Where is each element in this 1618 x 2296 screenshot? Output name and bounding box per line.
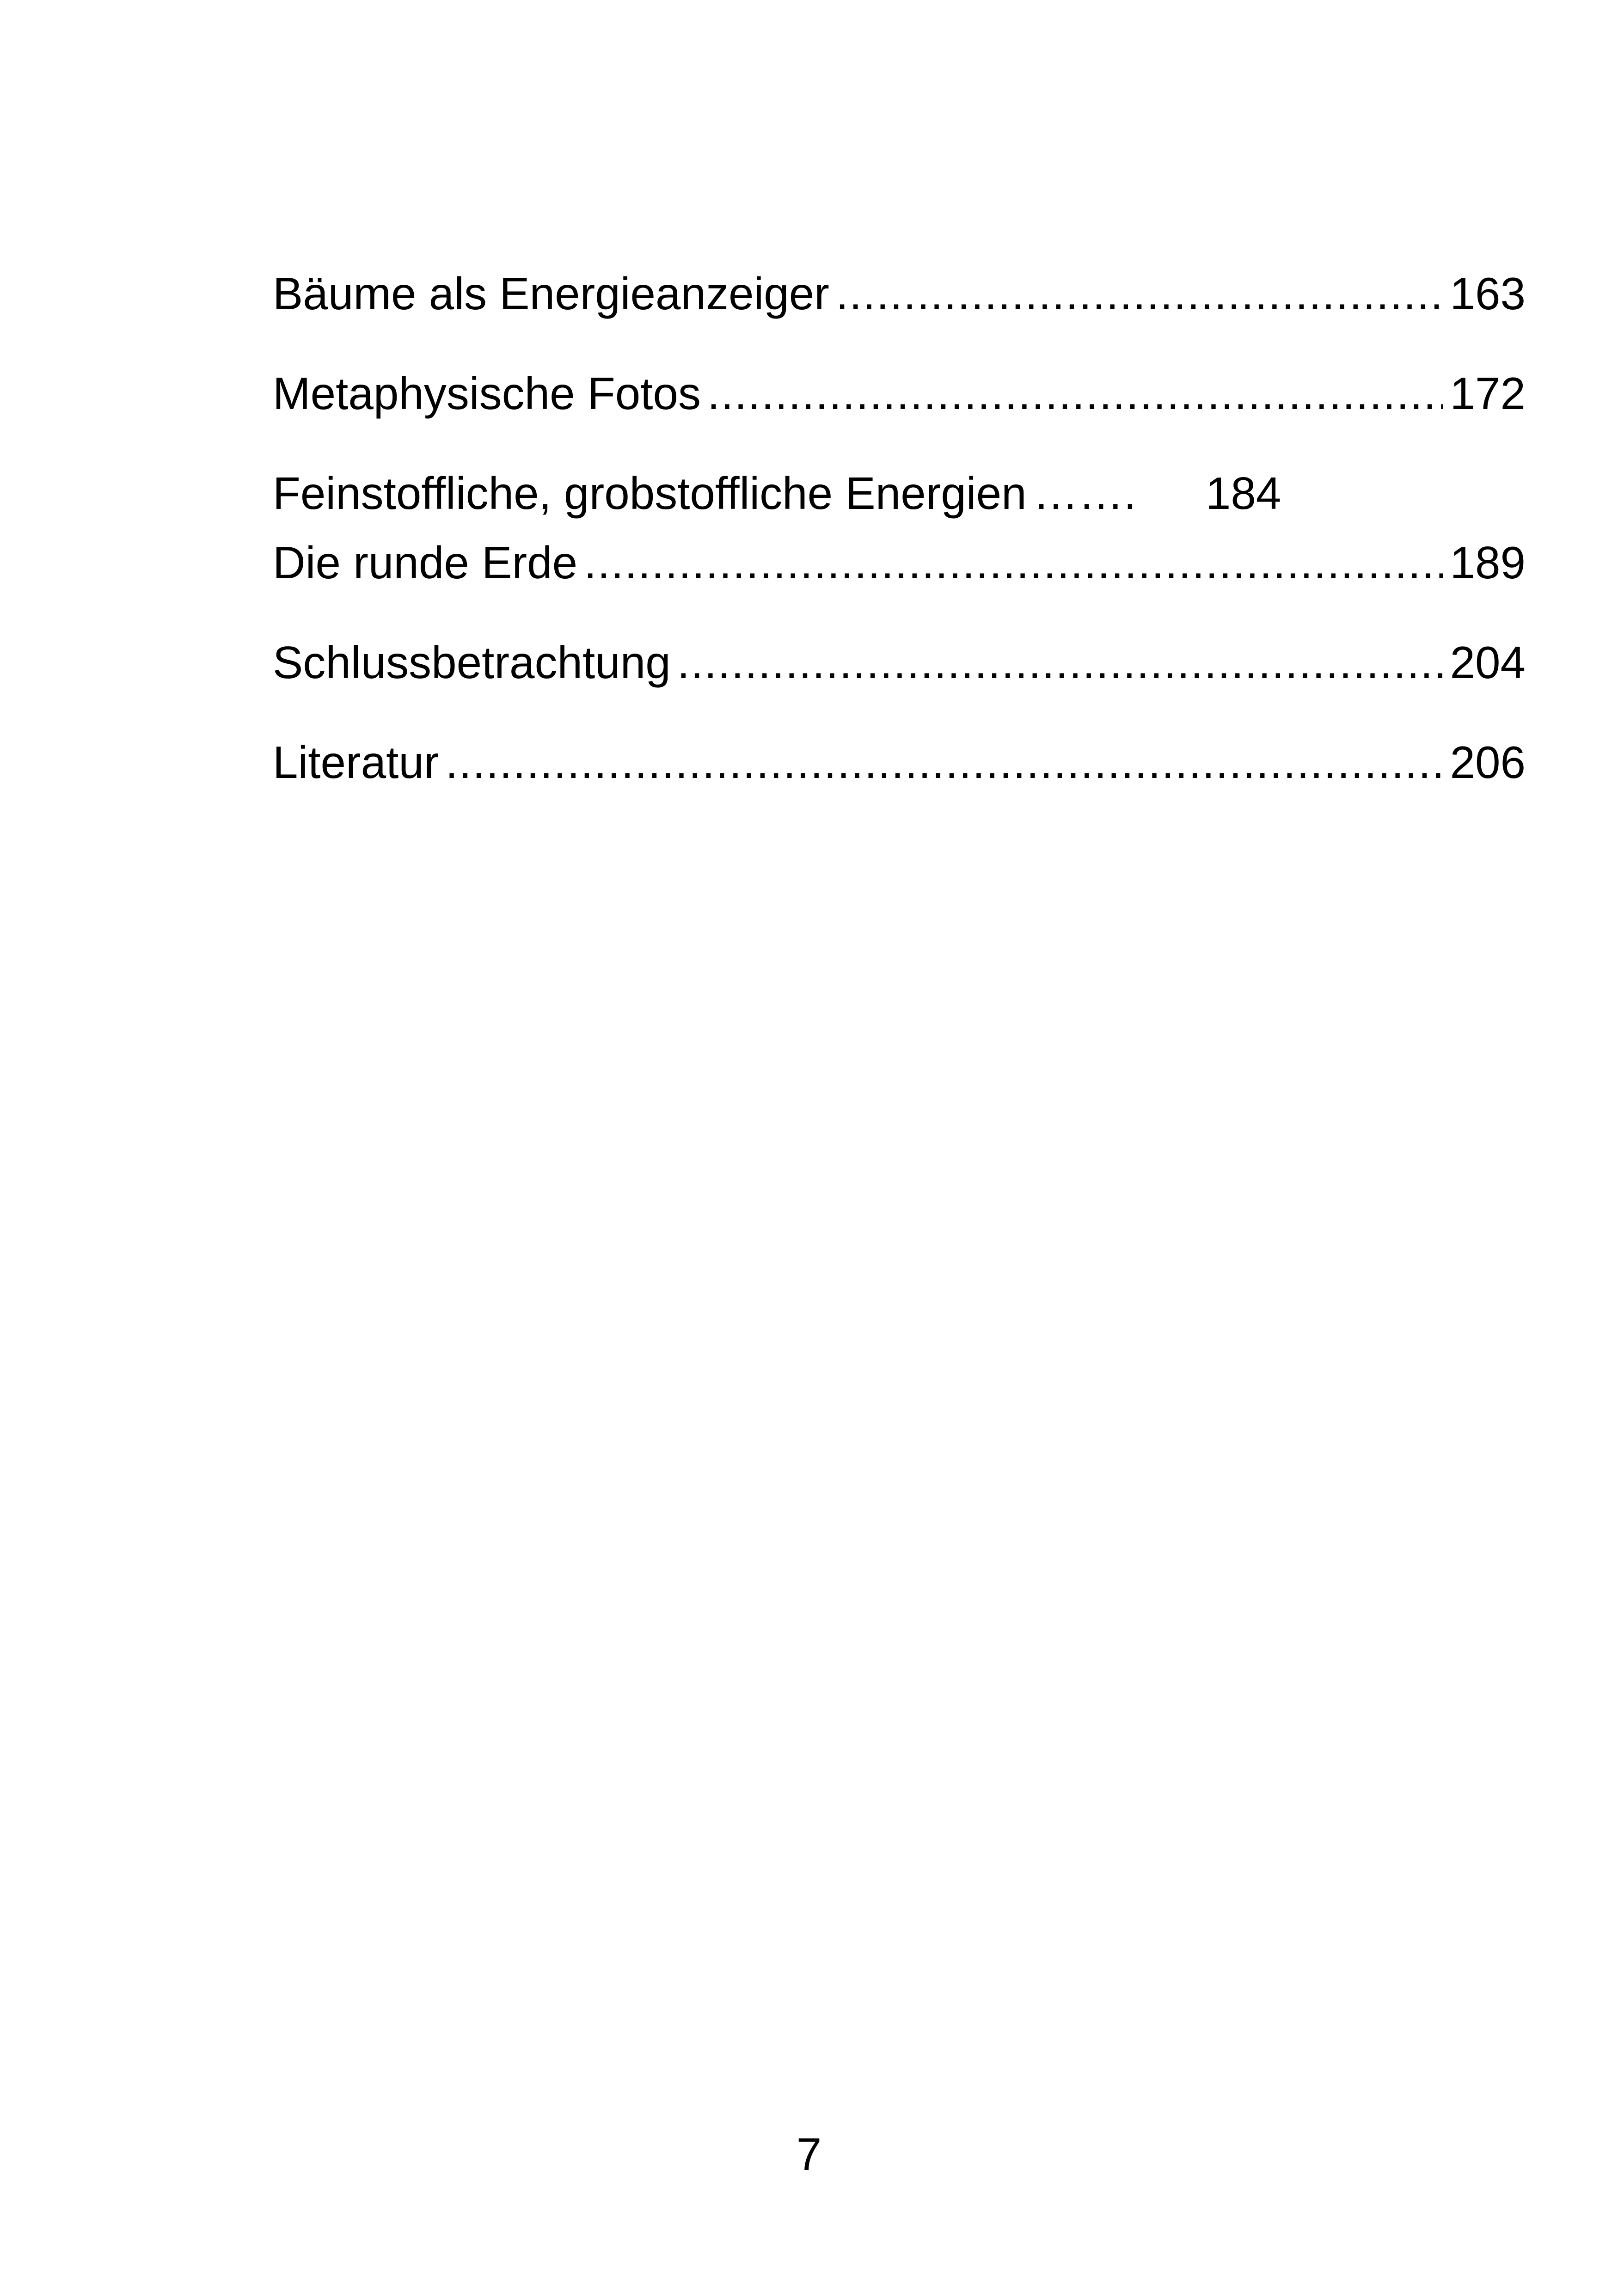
toc-dot-leader: [707, 359, 1444, 428]
toc-dot-leader: [677, 628, 1444, 697]
toc-entry-page: 206: [1450, 737, 1526, 788]
toc-dot-leader: [584, 528, 1443, 597]
toc-entry-page: 163: [1450, 268, 1526, 319]
toc-entry-title: Die runde Erde: [273, 537, 578, 588]
toc-entry-page: 189: [1450, 537, 1526, 588]
toc-dot-leader: [836, 259, 1444, 328]
toc-entry-page: 204: [1450, 637, 1526, 688]
toc-entry-title: Bäume als Energieanzeiger: [273, 268, 829, 319]
toc-entry-title: Feinstoffliche, grobstoffliche Energien: [273, 468, 1027, 519]
table-of-contents: [273, 259, 1526, 797]
toc-entry: [273, 359, 1526, 428]
toc-entry-title: Literatur: [273, 737, 439, 788]
toc-entry: [273, 728, 1526, 797]
toc-entry-page: 172: [1450, 368, 1526, 419]
toc-entry: [273, 459, 1526, 528]
toc-entry: [273, 259, 1526, 328]
toc-entry-ellipsis: …….: [1033, 468, 1136, 519]
toc-entry-page: 184: [1205, 468, 1281, 519]
page-number: 7: [796, 2129, 822, 2180]
toc-entry-title: Schlussbetrachtung: [273, 637, 671, 688]
toc-entry: [273, 628, 1526, 697]
toc-entry: [273, 528, 1526, 597]
toc-dot-leader: [446, 728, 1444, 797]
toc-entry-title: Metaphysische Fotos: [273, 368, 701, 419]
